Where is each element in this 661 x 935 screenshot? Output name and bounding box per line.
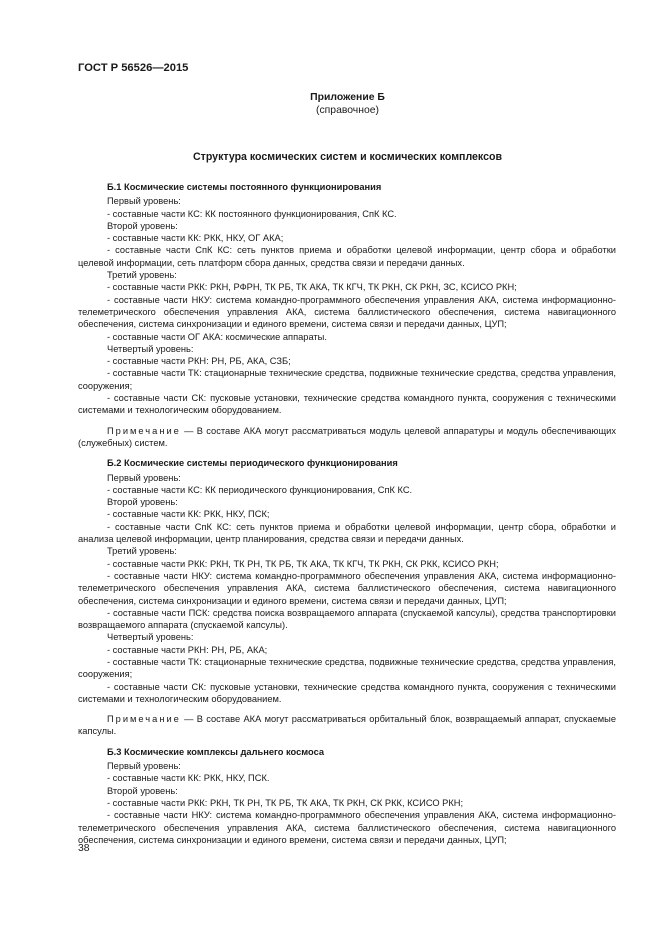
b2-level4-item-b: - составные части ТК: стационарные технические средства, подвижные технические средства, средства управления, сооружения; [78, 656, 616, 680]
b2-note-label: Примечание [107, 714, 181, 725]
b1-level2: Второй уровень: [107, 220, 178, 231]
b1-level3-item-b: - составные части НКУ: система командно-программного обеспечения управления АКА, система информационно-телеметрического обеспечения управления АКА, система баллистического обеспечения, система навигационного обеспечения, система синхронизации и единого времени, система связи и передачи данных, ЦУП; [78, 294, 616, 330]
b2-level1-item: - составные части КС: КК периодического функционирования, СпК КС. [107, 484, 413, 495]
section-b2-heading: Б.2 Космические системы периодического функционирования [107, 458, 398, 469]
section-title-text: Структура космических систем и космических комплексов [193, 151, 502, 163]
annex-subtitle: (справочное) [316, 105, 379, 116]
document-body [78, 181, 616, 846]
b1-level2-item-b: - составные части СпК КС: сеть пунктов приема и обработки целевой информации, центр сбора и обработки целевой информации, сеть платформ сбора данных, средства связи и передачи данных. [78, 245, 616, 268]
b2-level3: Третий уровень: [107, 546, 177, 557]
b1-level4: Четвертый уровень: [107, 343, 194, 354]
b3-level2-item-a: - составные части РКК: РКН, ТК РН, ТК РБ, ТК АКА, ТК РКН, СК РКК, КСИСО РКН; [107, 797, 464, 808]
b1-level4-item-a: - составные части РКН: РН, РБ, АКА, СЗБ; [107, 356, 291, 367]
b2-level4: Четвертый уровень: [107, 632, 194, 643]
b2-level4-item-c: - составные части СК: пусковые установки, технические средства командного пункта, сооружения с техническими системами и технологическим оборудованием. [78, 681, 616, 704]
section-b1-heading: Б.1 Космические системы постоянного функционирования [107, 182, 382, 192]
annex-title: Приложение Б [310, 92, 385, 103]
b1-note-label: Примечание [107, 425, 181, 436]
b1-level1: Первый уровень: [107, 196, 181, 207]
section-b3-heading: Б.3 Космические комплексы дальнего космоса [107, 746, 325, 757]
b1-note [78, 425, 616, 450]
b1-note-text: — В составе АКА могут рассматриваться модуль целевой аппаратуры и модуль обеспечивающих (служебных) систем. [78, 425, 616, 448]
b1-level3-item-a: - составные части РКК: РКН, РФРН, ТК РБ, ТК АКА, ТК КГЧ, ТК РКН, СК РКН, ЗС, КСИСО РКН; [107, 282, 517, 293]
b2-level3-item-c: - составные части ПСК: средства поиска возвращаемого аппарата (спускаемой капсулы), средства транспортировки возвращаемого аппарата (спускаемой капсулы). [78, 607, 616, 631]
b1-level1-item: - составные части КС: КК постоянного функционирования, СпК КС. [107, 208, 397, 219]
b2-note [78, 713, 616, 738]
section-title [0, 151, 661, 163]
b1-level3-item-c: - составные части ОГ АКА: космические аппараты. [107, 331, 327, 342]
b3-level1-item: - составные части КК: РКК, НКУ, ПСК. [107, 773, 270, 784]
b2-level2: Второй уровень: [107, 497, 178, 508]
standard-header: ГОСТ Р 56526—2015 [78, 62, 189, 74]
b1-level2-item-a: - составные части КК: РКК, НКУ, ОГ АКА; [107, 233, 284, 244]
b2-note-text: — В составе АКА могут рассматриваться орбитальный блок, возвращаемый аппарат, спускаемые капсулы. [78, 714, 616, 737]
b1-level3: Третий уровень: [107, 270, 177, 281]
page-number: 38 [78, 843, 90, 854]
annex-heading [0, 91, 661, 117]
b2-level3-item-b: - составные части НКУ: система командно-программного обеспечения управления АКА, система информационно-телеметрического обеспечения управления АКА, система баллистического обеспечения, система навигационного обеспечения, система синхронизации и единого времени, система связи и передачи данных, ЦУП; [78, 570, 616, 606]
b2-level1: Первый уровень: [107, 472, 181, 483]
b1-level4-item-c: - составные части СК: пусковые установки, технические средства командного пункта, сооружения с техническими системами и технологическим оборудованием. [78, 393, 616, 416]
b2-level2-item-a: - составные части КК: РКК, НКУ, ПСК; [107, 509, 270, 520]
b3-level2-item-b: - составные части НКУ: система командно-программного обеспечения управления АКА, система информационно-телеметрического обеспечения управления АКА, система баллистического обеспечения, система навигационного обеспечения, система синхронизации и единого времени, система связи и передачи данных, ЦУП; [78, 810, 616, 845]
b2-level4-item-a: - составные части РКН: РН, РБ, АКА; [107, 644, 268, 655]
b2-level3-item-a: - составные части РКК: РКН, ТК РН, ТК РБ, ТК АКА, ТК КГЧ, ТК РКН, СК РКК, КСИСО РКН; [107, 558, 499, 569]
b2-level2-item-b: - составные части СпК КС: сеть пунктов приема и обработки целевой информации, центр сбора, обработки и анализа целевой информации, центр планирования, средства связи и передачи данных. [78, 521, 616, 545]
b1-level4-item-b: - составные части ТК: стационарные технические средства, подвижные технические средства, средства управления, сооружения; [78, 368, 616, 391]
b3-level1: Первый уровень: [107, 761, 181, 772]
b3-level2: Второй уровень: [107, 785, 178, 796]
